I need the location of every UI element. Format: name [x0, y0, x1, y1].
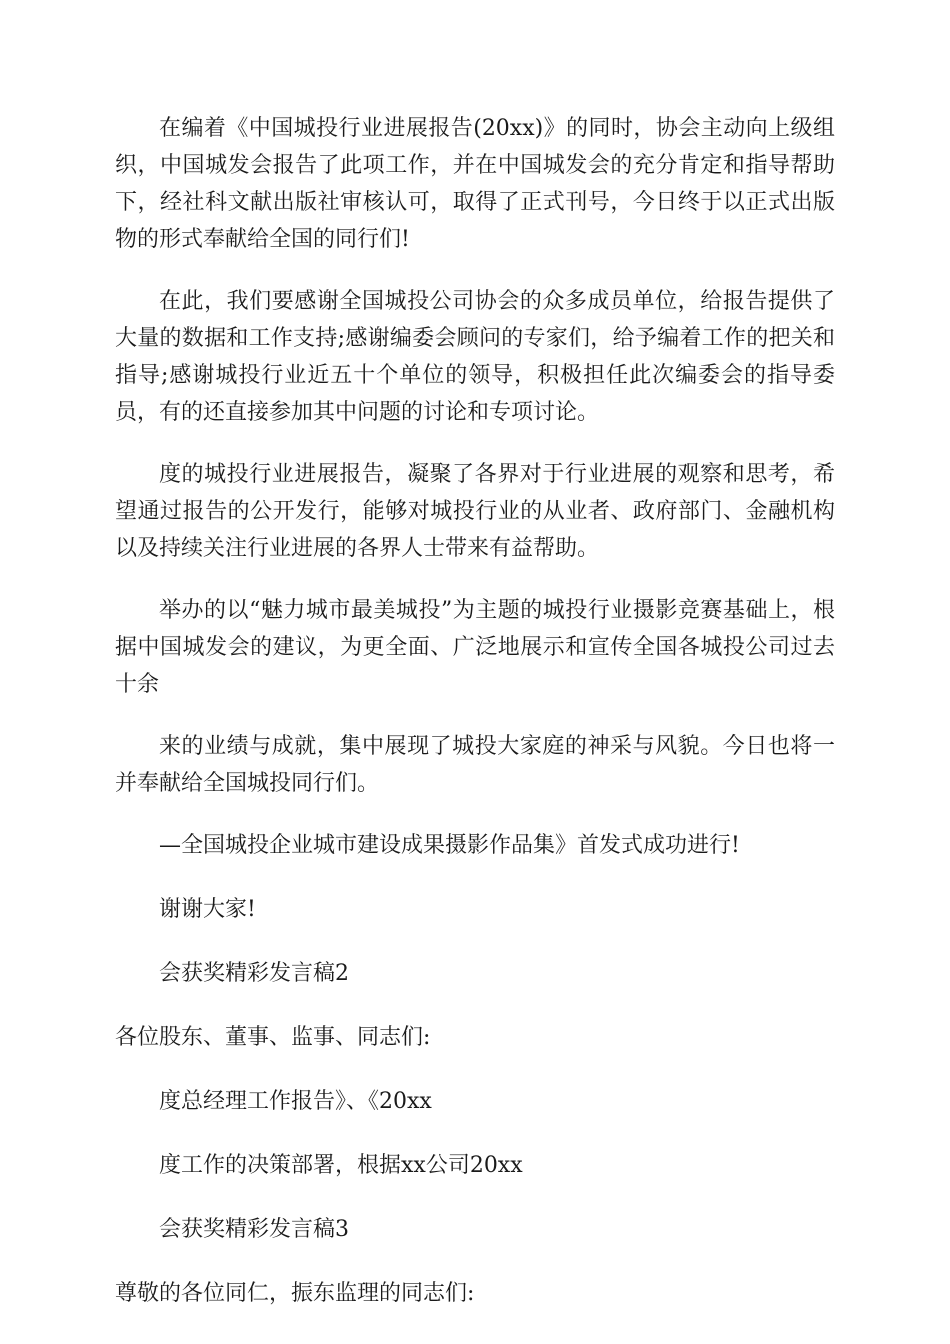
section-heading-speech-3: 会获奖精彩发言稿3	[159, 1217, 349, 1242]
paragraph-achievements: 来的业绩与成就，集中展现了城投大家庭的神采与风貌。今日也将一并奉献给全国城投同行们。	[115, 734, 835, 796]
paragraph-work-report: 度总经理工作报告》、《20xx	[159, 1089, 432, 1114]
section-heading-speech-2: 会获奖精彩发言稿2	[159, 961, 349, 986]
paragraph-decision-deployment: 度工作的决策部署，根据xx公司20xx	[159, 1153, 523, 1178]
paragraph-photo-contest: 举办的以“魅力城市最美城投”为主题的城投行业摄影竞赛基础上，根据中国城发会的建议，为更全面、广泛地展示和宣传全国各城投公司过去十余	[115, 598, 835, 697]
paragraph-report-purpose: 度的城投行业进展报告，凝聚了各界对于行业进展的观察和思考，希望通过报告的公开发行，能够对城投行业的从业者、政府部门、金融机构以及持续关注行业进展的各界人士带来有益帮助。	[115, 462, 835, 561]
paragraph-compilation-report: 在编着《中国城投行业进展报告(20xx)》的同时，协会主动向上级组织，中国城发会报告了此项工作，并在中国城发会的充分肯定和指导帮助下，经社科文献出版社审核认可，取得了正式刊号，今日终于以正式出版物的形式奉献给全国的同行们!	[115, 116, 835, 252]
document-body	[115, 110, 835, 1339]
salutation-shareholders: 各位股东、董事、监事、同志们:	[115, 1025, 431, 1050]
paragraph-acknowledgements: 在此，我们要感谢全国城投公司协会的众多成员单位，给报告提供了大量的数据和工作支持;感谢编委会顾问的专家们，给予编着工作的把关和指导;感谢城投行业近五十个单位的领导，积极担任此次编委会的指导委员，有的还直接参加其中问题的讨论和专项讨论。	[115, 289, 835, 425]
paragraph-thanks: 谢谢大家!	[159, 897, 256, 922]
paragraph-launch-ceremony: —全国城投企业城市建设成果摄影作品集》首发式成功进行!	[159, 833, 740, 858]
salutation-colleagues: 尊敬的各位同仁，振东监理的同志们:	[115, 1281, 475, 1306]
